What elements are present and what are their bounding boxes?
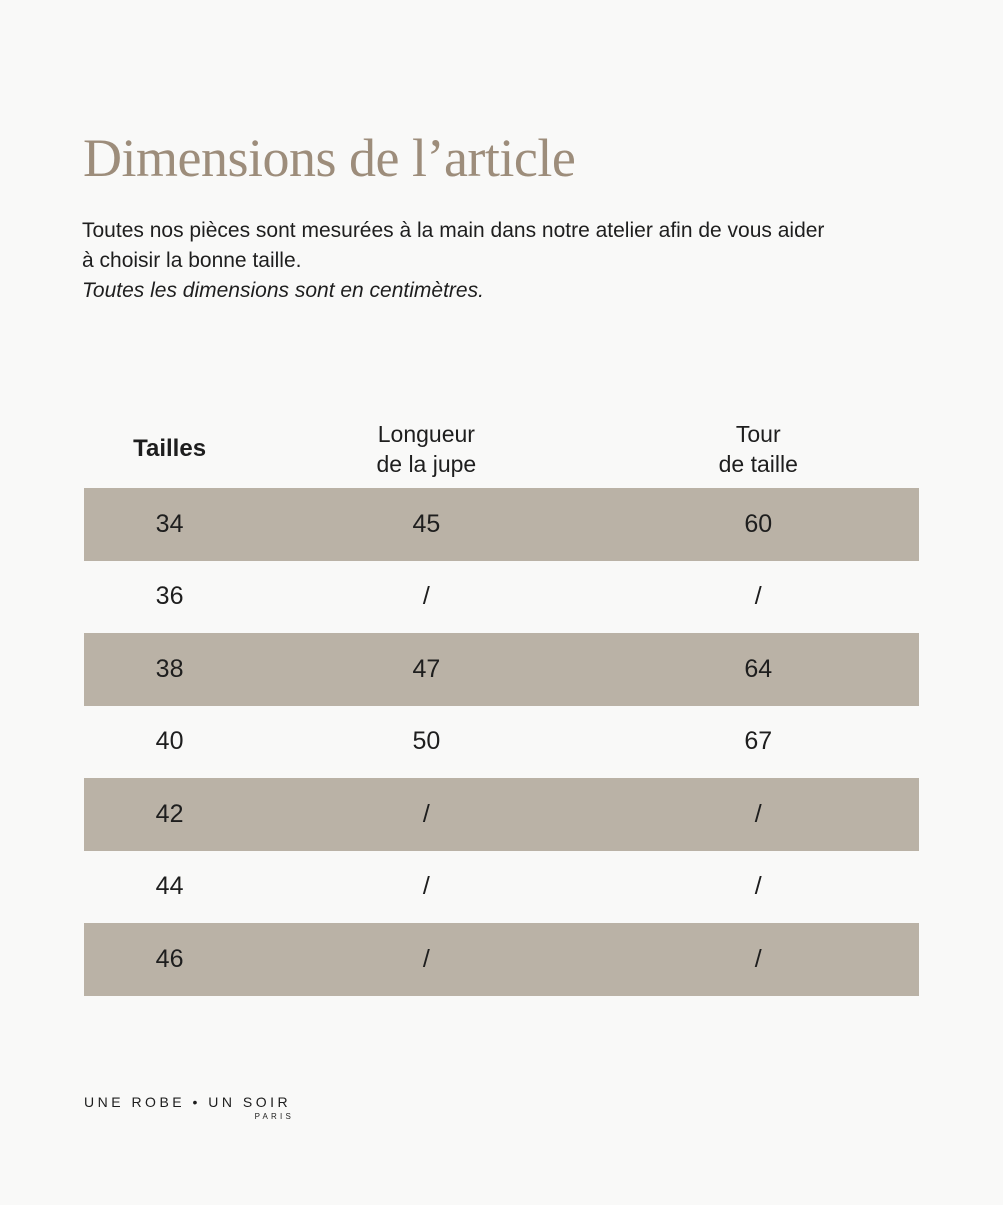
cell-skirt-length: / [422,582,430,611]
cell-size: 38 [155,654,184,683]
cell-waist: 60 [744,509,773,538]
cell-skirt-length: / [422,799,430,828]
table-row [84,923,919,996]
page-title: Dimensions de l’article [83,128,576,188]
table-row [84,633,919,706]
cell-skirt-length: 45 [412,509,441,538]
cell-waist: / [754,944,762,973]
table-row [84,561,919,634]
cell-size: 40 [155,727,184,756]
unit-note: Toutes les dimensions sont en centimètres. [82,279,484,302]
cell-waist: / [754,872,762,901]
cell-waist: / [754,582,762,611]
column-header-skirt-length-line2: de la jupe [376,451,477,477]
cell-waist: 64 [744,654,773,683]
description-line-1: Toutes nos pièces sont mesurées à la main dans notre atelier afin de vous aider [82,219,825,242]
brand-logo [84,1094,294,1121]
cell-skirt-length: / [422,872,430,901]
cell-size: 46 [155,944,184,973]
size-table-header [84,410,919,488]
table-row [84,778,919,851]
cell-skirt-length: / [422,944,430,973]
table-row [84,706,919,779]
cell-skirt-length: 50 [412,727,441,756]
brand-name: UNE ROBE • UN SOIR [84,1094,292,1110]
column-header-waist-line2: de taille [718,451,798,477]
size-table [84,410,919,996]
column-header-skirt-length-line1: Longueur [377,421,475,447]
cell-size: 36 [155,582,184,611]
table-row [84,488,919,561]
description-line-2: à choisir la bonne taille. [82,249,302,272]
column-header-sizes: Tailles [133,435,207,462]
brand-city: PARIS [254,1112,294,1121]
column-header-waist-line1: Tour [735,421,781,447]
column-header-waist [598,419,919,479]
column-header-skirt-length [255,419,597,479]
cell-skirt-length: 47 [412,654,441,683]
cell-size: 42 [155,799,184,828]
cell-waist: 67 [744,727,773,756]
cell-size: 44 [155,872,184,901]
table-row [84,851,919,924]
cell-size: 34 [155,509,184,538]
description [82,216,824,306]
cell-waist: / [754,799,762,828]
